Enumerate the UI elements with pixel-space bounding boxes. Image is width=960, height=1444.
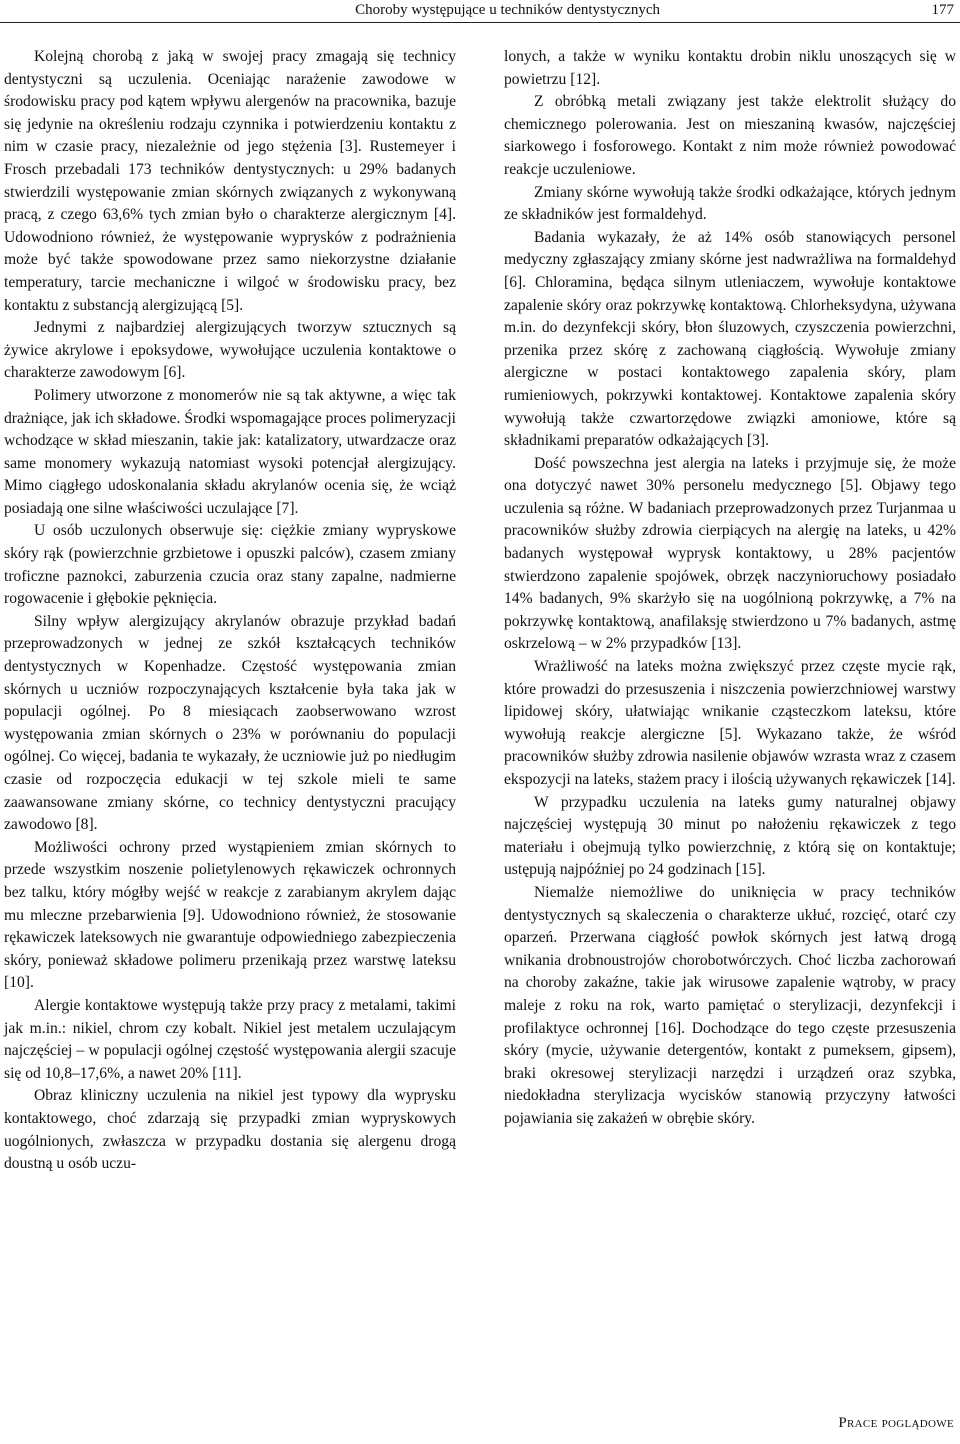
section-footer: Prace poglądowe	[838, 1415, 954, 1431]
paragraph: Badania wykazały, że aż 14% osób stanowiących personel medyczny zgłaszający zmiany skórne jest nadwrażliwa na formaldehyd [6]. Chloramina, będąca silnym utleniaczem, wywołuje kontaktowe zapalenie skóry oraz pokrzywkę kontaktową. Chlorheksydyna, używana m.in. do dezynfekcji skóry, błon śluzowych, czyszczenia powierzchni, przenika przez skórę z zachowaną ciągłością. Wywołuje zmiany alergiczne w postaci kontaktowego zapalenia skóry, plam rumieniowych, pokrzywki kontaktowej. Kontaktowe zapalenia skóry wywołują także czwartorzędowe związki amoniowe, które są składnikami preparatów odkażających [3].	[504, 228, 956, 450]
paragraph: Zmiany skórne wywołują także środki odkażające, których jednym ze składników jest formaldehyd.	[504, 183, 956, 224]
paragraph: Polimery utworzone z monomerów nie są tak aktywne, a więc tak drażniące, jak ich składowe. Środki wspomagające proces polimeryzacji wchodzące w skład mieszanin, takie jak: katalizatory, utwardzacze oraz same monomery wykazują natomiast wysoki potencjał alergizujący. Mimo ciągłego udoskonalania składu akrylanów ocenia się, że wciąż posiadają one silne właściwości uczulające [7].	[4, 386, 456, 517]
paragraph: Niemalże niemożliwe do uniknięcia w pracy techników dentystycznych są skaleczenia o charakterze ukłuć, rozcięć, otarć czy oparzeń. Przerwana ciągłość powłok skórnych jest łatwą drogą wnikania drobnoustrojów chorobotwórczych. Choć liczba zachorowań na choroby zakaźne, takie jak wirusowe zapalenie wątroby, w pracy maleje z roku na rok, warto pamiętać o sterylizacji, dezynfekcji i profilaktyce ochronnej [16]. Dochodzące do tego częste przesuszenia skóry (mycie, używanie detergentów, kontakt z pumeksem, gipsem), braki okresowej sterylizacji narzędzi i urządzeń oraz szybka, niedokładna sterylizacja wycisków stanowią przyczyny łatwości pojawiania się zakażeń w obrębie skóry.	[504, 883, 956, 1127]
paragraph: Silny wpływ alergizujący akrylanów obrazuje przykład badań przeprowadzonych w jednej ze szkół kształcących techników dentystycznych w Kopenhadze. Częstość występowania zmian skórnych u uczniów rozpoczynających kształcenie była taka jak w populacji ogólnej. Po 8 miesiącach zaobserwowano wzrost występowania zmian skórnych o 23% w porównaniu do populacji ogólnej. Co więcej, badania te wykazały, że uczniowie już po niedługim czasie od rozpoczęcia edukacji w tej szkole mieli te same zaawansowane zmiany skórne, co technicy dentystyczni pracujący zawodowo [8].	[4, 612, 456, 834]
paragraph: Z obróbką metali związany jest także elektrolit służący do chemicznego polerowania. Jest on mieszaniną kwasów, najczęściej siarkowego i fosforowego. Kontakt z nim może również powodować reakcje uczuleniowe.	[504, 93, 956, 178]
paragraph: U osób uczulonych obserwuje się: ciężkie zmiany wypryskowe skóry rąk (powierzchnie grzbietowe i opuszki palców), czasem zmiany troficzne paznokci, zaburzenia czucia oraz stany zapalne, nadmierne rogowacenie i głębokie pęknięcia.	[4, 522, 456, 608]
right-column	[504, 46, 956, 1131]
paragraph-continuation: lonych, a także w wyniku kontaktu drobin niklu unoszących się w powietrzu [12].	[504, 48, 956, 88]
paragraph: Dość powszechna jest alergia na lateks i przyjmuje się, że może ona dotyczyć nawet 30% personelu medycznego [5]. Objawy tego uczulenia są różne. W badaniach przeprowadzonych przez Turjanmaa u pracowników służby zdrowia cierpiących na alergię na lateks, u 42% badanych występował wyprysk kontaktowy, u 28% pacjentów stwierdzono zapalenie spojówek, obrzęk naczynioruchowy posiadało 14% badanych, 9% skarżyło się na uogólnioną pokrzywkę, a 7% na pokrzywkę kontaktową, anafilaksję stwierdzono u 7% badanych, astmę oskrzelową – w 2% przypadków [13].	[504, 454, 956, 653]
paragraph: Możliwości ochrony przed wystąpieniem zmian skórnych to przede wszystkim noszenie polietylenowych rękawiczek ochronnych bez talku, który mógłby wejść w reakcje z zarabianym akrylem dając mu mleczne przebarwienia [9]. Udowodniono również, że stosowanie rękawiczek lateksowych nie gwarantuje odpowiedniego zabezpieczenia skóry, ponieważ składowe polimeru przenikają przez warstwę lateksu [10].	[4, 838, 456, 992]
running-title: Choroby występujące u techników dentystycznych	[355, 2, 660, 18]
paragraph: Wrażliwość na lateks można zwiększyć przez częste mycie rąk, które prowadzi do przesuszenia i niszczenia powierzchniowej warstwy lipidowej skóry, ułatwiając wnikanie cząsteczkom lateksu, które wywołują reakcje alergiczne [5]. Wykazano także, że wśród pracowników służby zdrowia nasilenie objawów wzrasta wraz z czasem ekspozycji na lateks, stażem pracy i ilością używanych rękawiczek [14].	[504, 658, 956, 788]
page-number: 177	[931, 2, 954, 18]
paragraph: Obraz kliniczny uczulenia na nikiel jest typowy dla wyprysku kontaktowego, choć zdarzają się przypadki zmian wypryskowych uogólnionych, zwłaszcza w przypadku dostania się alergenu drogą doustną u osób uczu-	[4, 1087, 456, 1173]
paragraph: Kolejną chorobą z jaką w swojej pracy zmagają się technicy dentystyczni są uczulenia. Oceniając narażenie zawodowe w środowisku pracy pod kątem wpływu alergenów na pracownika, bazuje się jedynie na określeniu rodzaju czynnika i potwierdzeniu kontaktu z nim w czasie pracy, niezależnie od jego stężenia [3]. Rustemeyer i Frosch przebadali 173 techników dentystycznych: u 29% badanych stwierdzili występowanie zmian skórnych związanych z wykonywaną pracą, z czego 63,6% tych zmian było o charakterze alergicznym [4]. Udowodniono również, że występowanie wyprysków z podrażnienia może być także spowodowane przez samo niekorzystne działanie temperatury, tarcie mechaniczne i wilgoć w środowisku pracy, bez kontaktu z substancją alergizującą [5].	[4, 48, 456, 314]
left-column	[4, 46, 456, 1176]
running-header	[0, 0, 960, 23]
paragraph: Alergie kontaktowe występują także przy pracy z metalami, takimi jak m.in.: nikiel, chrom czy kobalt. Nikiel jest metalem uczulającym najczęściej – w populacji ogólnej częstość występowania alergii szacuje się od 10,8–17,6%, a nawet 20% [11].	[4, 996, 456, 1082]
paragraph: Jednymi z najbardziej alergizujących tworzyw sztucznych są żywice akrylowe i epoksydowe, wywołujące uczulenia kontaktowe o charakterze zawodowym [6].	[4, 319, 456, 382]
paragraph: W przypadku uczulenia na lateks gumy naturalnej objawy najczęściej występują 30 minut po nałożeniu rękawiczek z tego materiału i obejmują tylko powierzchnię, z którą się on kontaktuje; ustępują najpóźniej po 24 godzinach [15].	[504, 793, 956, 879]
